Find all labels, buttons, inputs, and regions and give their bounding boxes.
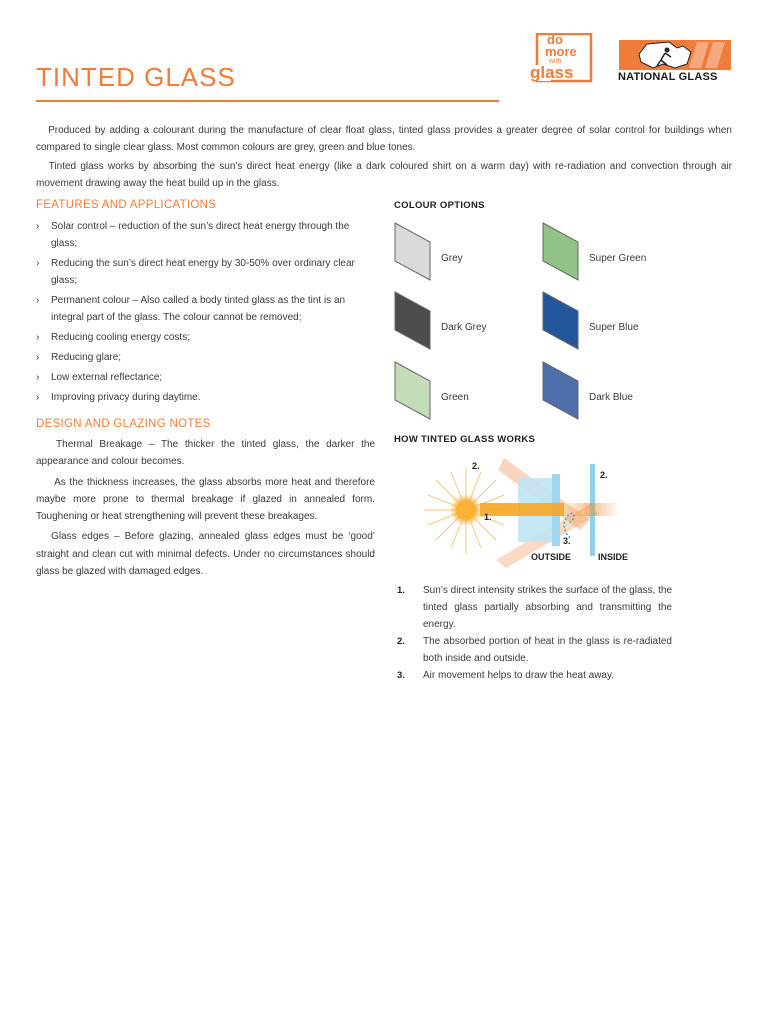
feature-text: Improving privacy during daytime. (51, 392, 201, 403)
list-item (36, 292, 376, 326)
bullet-icon: › (36, 332, 40, 343)
diagram-label-2b: 2. (600, 470, 608, 480)
swatch-label-dark-grey: Dark Grey (441, 322, 487, 333)
step-number: 2. (397, 636, 405, 647)
swatch-grey-icon (394, 222, 432, 282)
notes-paragraph-2-text: As the thickness increases, the glass absorbs more heat and therefore maybe more prone to thermal breakage if glazed in annealed form. Toughening or heat strengthening will prevent these breakages. (36, 476, 375, 523)
notes-paragraph-2 (36, 474, 375, 526)
diagram-label-outside: OUTSIDE (531, 552, 572, 562)
how-it-works-heading: HOW TINTED GLASS WORKS (394, 434, 536, 445)
list-item (397, 582, 672, 633)
swatch-dark-grey-icon (394, 291, 432, 351)
national-glass-logo-graphic (617, 38, 733, 72)
swatch-green-shape (395, 362, 430, 419)
list-item (36, 349, 376, 366)
swatch-label-super-blue: Super Blue (589, 322, 639, 333)
notes-paragraph-1-text: Thermal Breakage – The thicker the tinted glass, the darker the appearance and colour becomes. (36, 439, 376, 468)
bullet-icon: › (36, 392, 40, 403)
colour-swatch-green (394, 361, 432, 426)
bullet-icon: › (36, 295, 40, 306)
step-number: 1. (397, 585, 405, 596)
swatch-dark-grey-shape (395, 292, 430, 349)
swatch-label-green: Green (441, 392, 469, 403)
intro-paragraph-2-text: Tinted glass works by absorbing the sun’s direct heat energy (like a dark coloured shirt on a warm day) with re-radiation and convection through air movement drawing away the heat build up in the glass. (36, 161, 732, 189)
list-item (36, 329, 376, 346)
list-item (36, 255, 376, 289)
swatch-label-grey: Grey (441, 253, 463, 264)
heat-diagram (420, 450, 640, 568)
how-it-works-steps (397, 582, 672, 684)
diagram-label-2a: 2. (472, 461, 480, 471)
step-text: Air movement helps to draw the heat away. (423, 670, 615, 681)
features-heading: FEATURES AND APPLICATIONS (36, 199, 217, 211)
step-text: The absorbed portion of heat in the glass is re-radiated both inside and outside. (423, 636, 672, 664)
swatch-label-super-green: Super Green (589, 253, 647, 264)
list-item (397, 633, 672, 667)
swatch-super-green-icon (542, 222, 580, 282)
bullet-icon: › (36, 221, 40, 232)
bullet-icon: › (36, 258, 40, 269)
step-number: 3. (397, 670, 405, 681)
list-item (36, 389, 376, 406)
swatch-dark-blue-icon (542, 361, 580, 421)
intro-paragraph-1-text: Produced by adding a colourant during the manufacture of clear float glass, tinted glass provides a greater degree of solar control for buildings when compared to single clear glass. Most common colours are grey, green and blue tones. (36, 125, 732, 153)
notes-body (36, 436, 375, 583)
notes-heading: DESIGN AND GLAZING NOTES (36, 418, 211, 430)
direct-beam (480, 503, 564, 516)
feature-text: Reducing the sun’s direct heat energy by 30-50% over ordinary clear glass; (51, 258, 355, 286)
national-glass-logo (617, 38, 733, 86)
domore-logo-more: more (545, 44, 577, 59)
bullet-icon: › (36, 352, 40, 363)
swatch-label-dark-blue: Dark Blue (589, 392, 633, 403)
how-it-works-diagram (420, 450, 640, 568)
swatch-super-blue-icon (542, 291, 580, 351)
list-item (36, 369, 376, 386)
swatch-green-icon (394, 361, 432, 421)
list-item (36, 218, 376, 252)
feature-text: Reducing cooling energy costs; (51, 332, 190, 343)
colour-swatch-super-blue (542, 291, 580, 356)
domore-logo (529, 33, 593, 83)
notes-paragraph-3 (36, 528, 375, 580)
swatch-super-green-shape (543, 223, 578, 280)
feature-text: Low external reflectance; (51, 372, 163, 383)
list-item (397, 667, 672, 684)
notes-paragraph-3-text: Glass edges – Before glazing, annealed glass edges must be ‘good’ straight and clean cut with minimal defects. Under no circumstances should glass be glazed with damaged edges. (36, 531, 375, 578)
step-text: Sun’s direct intensity strikes the surface of the glass, the tinted glass partially absorbing and transmitting the energy. (423, 585, 672, 630)
notes-paragraph-1 (36, 436, 375, 471)
swatch-super-blue-shape (543, 292, 578, 349)
colour-swatch-super-green (542, 222, 580, 287)
colour-swatch-dark-blue (542, 361, 580, 426)
diagram-label-1: 1. (484, 512, 492, 522)
diagram-label-3: 3. (563, 536, 571, 546)
page-title: TINTED GLASS (36, 62, 236, 92)
swatch-grey-shape (395, 223, 430, 280)
feature-text: Reducing glare; (51, 352, 122, 363)
colour-options-heading: COLOUR OPTIONS (394, 200, 485, 211)
intro-paragraph-1 (36, 122, 732, 156)
diagram-label-inside: INSIDE (598, 552, 629, 562)
colour-swatch-dark-grey (394, 291, 432, 356)
feature-text: Permanent colour – Also called a body tinted glass as the tint is an integral part of the glass. The colour cannot be removed; (51, 295, 346, 323)
intro-paragraph-2 (36, 158, 732, 192)
title-underline (36, 100, 499, 102)
features-list (36, 218, 376, 409)
bullet-icon: › (36, 372, 40, 383)
domore-logo-do: do (547, 32, 563, 47)
colour-swatch-grey (394, 222, 432, 287)
feature-text: Solar control – reduction of the sun’s direct heat energy through the glass; (51, 221, 350, 249)
swatch-dark-blue-shape (543, 362, 578, 419)
domore-logo-with: with (549, 58, 562, 65)
national-glass-logo-text: NATIONAL GLASS (618, 71, 718, 83)
domore-logo-glass: glass (530, 63, 574, 82)
